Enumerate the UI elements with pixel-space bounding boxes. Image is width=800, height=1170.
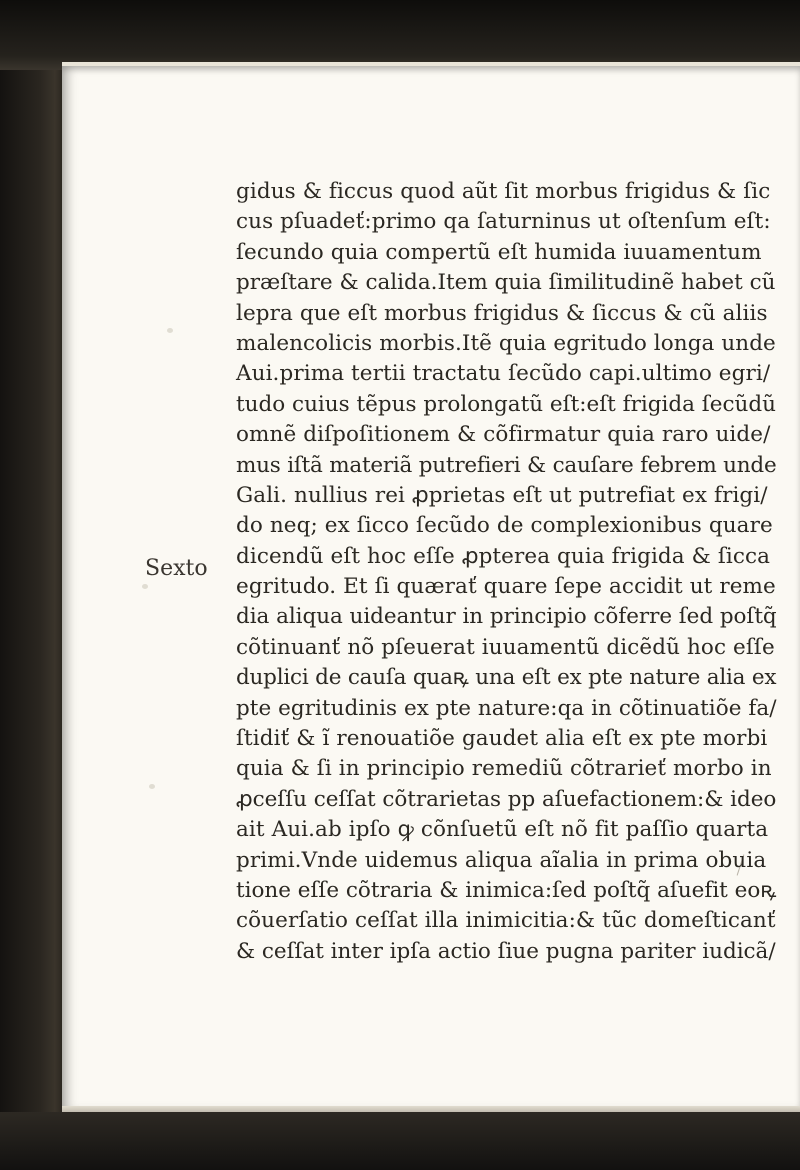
text-line: lepra que eſt morbus frigidus & ſiccus & cũ aliis: [236, 300, 768, 326]
text-line: malencolicis morbis.Itẽ quia egritudo longa unde: [236, 330, 776, 356]
text-line: præſtare & calida.Item quia ſimilitudinẽ habet cũ: [236, 270, 776, 296]
text-line: pte egritudinis ex pte nature:qa in cõtinuatiõe fa/: [236, 695, 777, 721]
text-line: do neq; ex ſicco ſecũdo de complexionibus quare: [236, 513, 773, 539]
scan-bottom-shadow: [0, 1112, 800, 1170]
text-line: ait Aui.ab ipſo ꝙ cõnſuetũ eſt nõ fit paſſio quarta: [236, 817, 769, 843]
text-line: primi.Vnde uidemus aliqua aĩalia in prima obuia: [236, 847, 767, 873]
text-line: dia aliqua uideantur in principio cõferre ſed poſtq̃: [236, 604, 777, 630]
text-line: egritudo. Et ſi quærať quare ſepe accidit ut reme: [236, 574, 776, 600]
text-line: mus iſtã materiã putrefieri & cauſare febrem unde: [236, 452, 777, 478]
ink-speck: [149, 784, 155, 789]
text-line: tione eſſe cõtraria & inimica:ſed poſtq̃ aſuefit eoꝶ: [236, 877, 777, 903]
ink-speck: [167, 328, 173, 333]
text-line: cõuerſatio ceſſat illa inimicitia:& tũc domeſticanť: [236, 908, 776, 934]
ink-speck: [142, 584, 148, 589]
text-line: omnẽ diſpoſitionem & cõfirmatur quia raro uide/: [236, 422, 771, 448]
scan-top-shadow: [0, 0, 800, 70]
text-line: ꝓceſſu ceſſat cõtrarietas pp aſuefactionem:& ideo: [236, 786, 777, 812]
body-text: [236, 177, 776, 967]
text-line: tudo cuius tẽpus prolongatũ eſt:eſt frigida ſecũdũ: [236, 391, 776, 417]
text-line: ſtidiť & ĩ renouatiõe gaudet alia eſt ex pte morbi: [236, 726, 768, 752]
text-line: Gali. nullius rei ꝓprietas eſt ut putrefiat ex frigi/: [236, 482, 768, 508]
text-line: Aui.prima tertii tractatu ſecũdo capi.ultimo egri/: [236, 361, 771, 387]
text-line: & ceſſat inter ipſa actio ſiue pugna pariter iudicã/: [236, 938, 776, 964]
text-line: duplici de cauſa quaꝶ una eſt ex pte nature alia ex: [236, 665, 777, 691]
text-line: dicendũ eſt hoc eſſe ꝓpterea quia frigida & ſicca: [236, 543, 771, 569]
text-line: gidus & ficcus quod aũt ſit morbus frigidus & ſic: [236, 179, 771, 204]
text-line: quia & ſi in principio remediũ cõtrarieť morbo in: [236, 756, 772, 782]
margin-note: Sexto: [145, 556, 208, 581]
text-line: ſecundo quia compertũ eſt humida iuuamentum: [236, 239, 762, 265]
text-line: cus pſuadeť:primo qa ſaturninus ut oſtenſum eſt:: [236, 209, 771, 235]
text-line: cõtinuanť nõ pſeuerat iuuamentũ dicẽdũ hoc eſſe: [236, 634, 775, 660]
